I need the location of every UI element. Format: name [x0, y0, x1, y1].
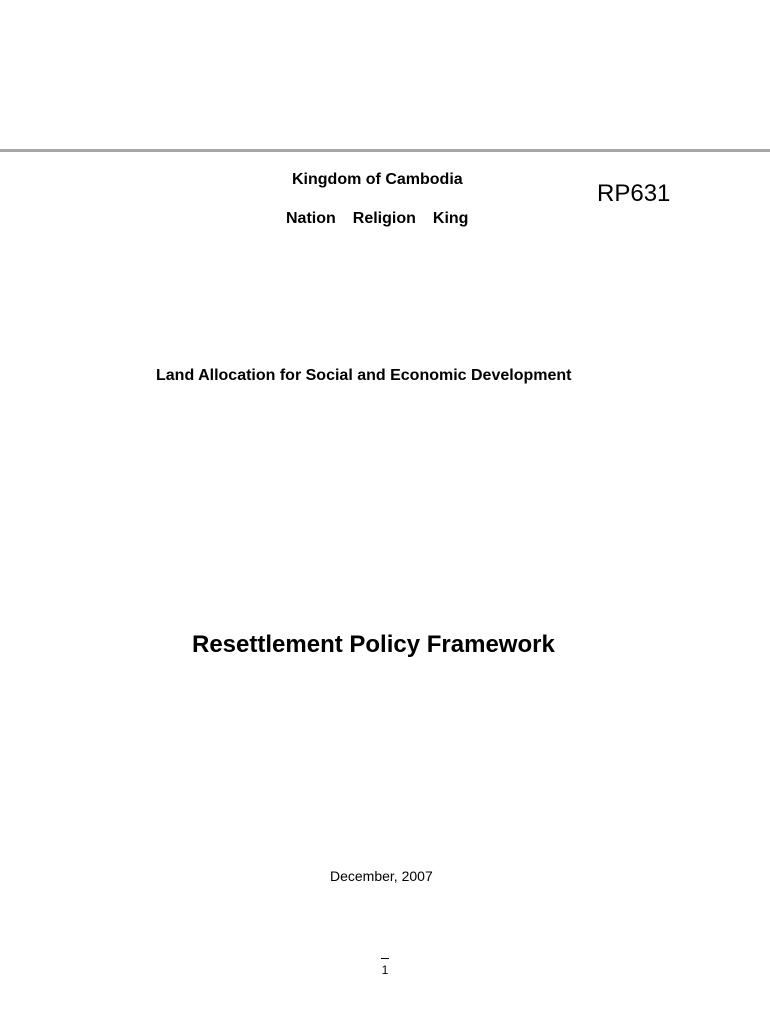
header-rule	[0, 149, 770, 152]
page-number	[380, 958, 390, 977]
page-number-value: 1	[381, 963, 389, 977]
page-number-mark	[381, 958, 389, 959]
motto-word-religion: Religion	[352, 210, 416, 227]
national-motto	[286, 210, 468, 228]
document-date: December, 2007	[330, 868, 433, 884]
report-id: RP631	[597, 180, 671, 207]
project-name: Land Allocation for Social and Economic Development	[156, 367, 572, 384]
country-heading: Kingdom of Cambodia	[292, 171, 463, 188]
document-title: Resettlement Policy Framework	[192, 631, 555, 658]
motto-word-king: King	[432, 210, 469, 227]
motto-word-nation: Nation	[286, 210, 336, 227]
